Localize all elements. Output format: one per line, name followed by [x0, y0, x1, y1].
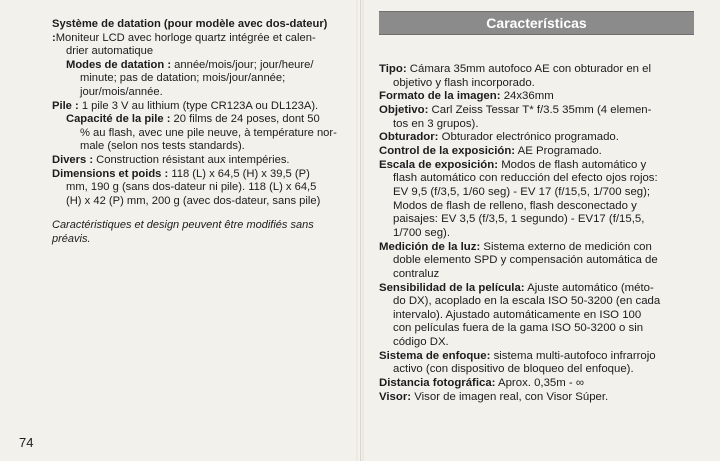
- spec-line: [379, 268, 694, 282]
- spec-value: 1 pile 3 V au lithium (type CR123A ou DL123A).: [78, 99, 319, 112]
- spec-line: [379, 350, 694, 364]
- spec-line: [66, 140, 346, 154]
- spec-line: [379, 322, 694, 336]
- spec-title: Obturador:: [379, 131, 439, 144]
- spec-value: flash automático con reducción del efecto ojos rojos:: [393, 172, 658, 185]
- spec-value: intervalo). Ajustado automáticamente en ISO 100: [393, 308, 642, 321]
- spec-entry: [379, 63, 694, 90]
- spec-value: Modos de flash de relleno, flash desconectado y: [393, 199, 637, 212]
- spec-value: Carl Zeiss Tessar T* f/3.5 35mm (4 elemen-: [428, 103, 652, 116]
- spec-value: drier automatique: [66, 45, 154, 58]
- spec-value: tos en 3 grupos).: [393, 117, 479, 130]
- spec-line: [379, 200, 694, 214]
- spec-line: [379, 213, 694, 227]
- spec-value: contraluz: [393, 267, 440, 280]
- spec-entry: [52, 59, 346, 100]
- spec-line: [379, 131, 694, 145]
- spec-value: AE Programado.: [515, 144, 602, 157]
- spec-line: [379, 63, 694, 77]
- spec-entry: [379, 159, 694, 241]
- right-page: [360, 0, 720, 461]
- disclaimer-note: [52, 219, 346, 246]
- spec-value: objetivo y flash incorporado.: [393, 76, 535, 89]
- spec-line: [52, 18, 346, 45]
- spec-value: Modos de flash automático y: [498, 158, 647, 171]
- spec-entry: [379, 350, 694, 377]
- spec-line: [52, 181, 346, 195]
- spec-value: % au flash, avec une pile neuve, à température nor-: [80, 126, 337, 139]
- spec-entry: [379, 241, 694, 282]
- spec-value: do DX), acoplado en la escala ISO 50-3200 (en cada: [393, 295, 661, 308]
- page-number: 74: [19, 435, 34, 450]
- spec-value: sistema multi-autofoco infrarrojo: [490, 349, 656, 362]
- spec-title: Modes de datation :: [66, 58, 172, 71]
- right-spec-list: [379, 35, 694, 404]
- spec-value: male (selon nos tests standards).: [80, 140, 245, 153]
- spec-value: Aprox. 0,35m - ∞: [495, 377, 584, 390]
- spec-value: jour/mois/année.: [80, 85, 163, 98]
- spec-line: [379, 363, 694, 377]
- spec-value: mm, 190 g (sans dos-dateur ni pile). 118 (L) x 64,5: [66, 181, 317, 194]
- spec-title: Distancia fotográfica:: [379, 377, 496, 390]
- spec-line: [379, 186, 694, 200]
- spec-title: Medición de la luz:: [379, 240, 481, 253]
- spec-value: Moniteur LCD avec horloge quartz intégrée et calen-: [55, 31, 316, 44]
- spec-line: [66, 59, 346, 73]
- spec-value: con películas fuera de la gama ISO 50-3200 o sin: [393, 322, 644, 335]
- note-line: Caractéristiques et design peuvent être modifiés sans: [52, 219, 314, 232]
- spec-entry: [52, 100, 346, 114]
- spec-entry: [52, 154, 346, 168]
- spec-title: Sistema de enfoque:: [379, 349, 491, 362]
- spec-value: Visor de imagen real, con Visor Súper.: [411, 390, 609, 403]
- spec-title: Divers :: [52, 153, 94, 166]
- spec-entry: [379, 282, 694, 350]
- spec-line: [379, 77, 694, 91]
- spec-value: Construction résistant aux intempéries.: [93, 153, 290, 166]
- spec-line: [66, 72, 346, 86]
- spec-title: Visor:: [379, 390, 412, 403]
- spec-line: [379, 309, 694, 323]
- spec-value: 24x36mm: [500, 90, 554, 103]
- spec-entry: [52, 168, 346, 209]
- spec-line: [52, 100, 346, 114]
- spec-entry: [379, 90, 694, 104]
- spec-value: Sistema externo de medición con: [480, 240, 652, 253]
- spec-line: [52, 195, 346, 209]
- spec-line: [379, 241, 694, 255]
- spec-value: 1/700 seg).: [393, 226, 450, 239]
- spec-value: 118 (L) x 64,5 (H) x 39,5 (P): [168, 167, 310, 180]
- spec-title: Sensibilidad de la película:: [379, 281, 525, 294]
- spec-value: (H) x 42 (P) mm, 200 g (avec dos-dateur, sans pile): [66, 194, 321, 207]
- spec-title: Pile :: [52, 99, 79, 112]
- spec-value: activo (con dispositivo de bloqueo del enfoque).: [393, 363, 634, 376]
- spec-line: [66, 86, 346, 100]
- spec-title: Objetivo:: [379, 103, 429, 116]
- spec-line: [66, 127, 346, 141]
- spec-line: [379, 159, 694, 173]
- spec-entry: [379, 131, 694, 145]
- spec-entry: [379, 377, 694, 391]
- spec-entry: [379, 104, 694, 131]
- section-header: Características: [379, 11, 694, 35]
- spec-line: [52, 45, 346, 59]
- spec-value: paisajes: EV 3,5 (f/3,5, 1 segundo) - EV17 (f/15,5,: [393, 213, 645, 226]
- note-line: préavis.: [52, 232, 91, 245]
- spec-entry: [52, 18, 346, 59]
- spec-line: [52, 154, 346, 168]
- spec-line: [379, 118, 694, 132]
- spec-title: Capacité de la pile :: [66, 113, 171, 126]
- spec-line: [379, 227, 694, 241]
- spec-title: Tipo:: [379, 63, 407, 75]
- spec-value: 20 films de 24 poses, dont 50: [170, 113, 320, 126]
- spec-line: [379, 104, 694, 118]
- spec-value: Obturador electrónico programado.: [438, 131, 619, 144]
- spec-entry: [52, 113, 346, 154]
- spec-line: [66, 113, 346, 127]
- spec-value: Cámara 35mm autofoco AE con obturador en el: [406, 63, 652, 75]
- spec-title: Control de la exposición:: [379, 144, 516, 157]
- spec-title: Système de datation (pour modèle avec dos-dateur) :: [52, 18, 328, 44]
- spec-line: [52, 168, 346, 182]
- spec-value: código DX.: [393, 336, 449, 349]
- spec-entry: [379, 145, 694, 159]
- spec-line: [379, 172, 694, 186]
- spec-line: [379, 295, 694, 309]
- spec-entry: [379, 391, 694, 405]
- spec-line: [379, 90, 694, 104]
- spec-line: [379, 377, 694, 391]
- spec-title: Formato de la imagen:: [379, 90, 501, 103]
- left-spec-list: [52, 18, 346, 208]
- spec-line: [379, 336, 694, 350]
- spec-line: [379, 391, 694, 405]
- spec-value: EV 9,5 (f/3,5, 1/60 seg) - EV 17 (f/15,5, 1/700 seg);: [393, 185, 651, 198]
- spec-title: Escala de exposición:: [379, 158, 499, 171]
- spec-line: [379, 254, 694, 268]
- spec-value: minute; pas de datation; mois/jour/année;: [80, 72, 286, 85]
- spec-value: doble elemento SPD y compensación automática de: [393, 254, 658, 267]
- spec-line: [379, 145, 694, 159]
- spec-value: année/mois/jour; jour/heure/: [171, 58, 314, 71]
- spec-value: Ajuste automático (méto-: [524, 281, 654, 294]
- spec-title: Dimensions et poids :: [52, 167, 169, 180]
- spec-line: [379, 282, 694, 296]
